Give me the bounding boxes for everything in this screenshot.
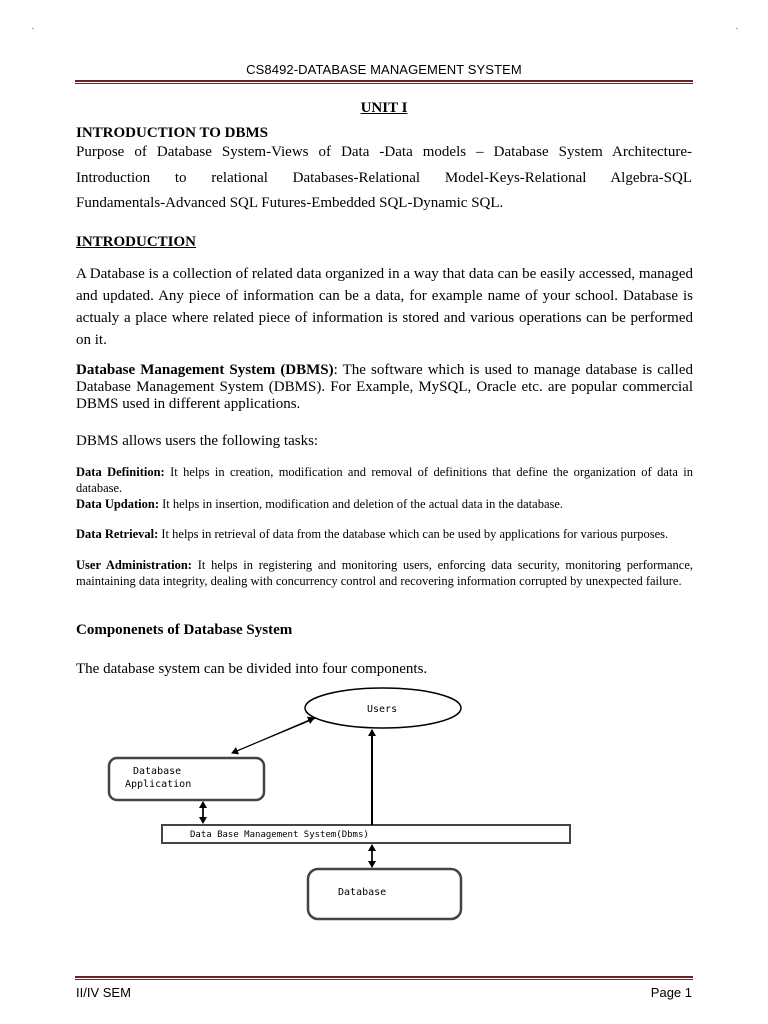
unit-title: UNIT I [360, 100, 408, 116]
footer-page-number: Page 1 [650, 985, 692, 1000]
task-term: Data Retrieval: [76, 527, 159, 541]
task-term: Data Definition: [76, 465, 165, 479]
dbms-term: Database Management System (DBMS) [76, 362, 334, 378]
introduction-heading: INTRODUCTION [76, 234, 197, 250]
dbms-text: : The software which is used to manage database is called Database Management System (DBMS). For Example, MySQL, Oracle etc. are popular commercial DBMS used in different applications. [76, 362, 694, 412]
corner-mark-left: . [32, 22, 34, 31]
task-term: User Administration: [76, 558, 192, 572]
components-heading: Componenets of Database System [76, 622, 293, 638]
task-text: It helps in registering and monitoring users, enforcing data security, monitoring performance, maintaining data integrity, dealing with concurrency control and recovering information corrupted by unexpected failure. [76, 558, 694, 588]
arrow-users-to-app [232, 718, 316, 753]
running-header: CS8492-DATABASE MANAGEMENT SYSTEM [246, 62, 522, 77]
tasks-intro: DBMS allows users the following tasks: [76, 433, 319, 449]
components-intro: The database system can be divided into four components. [76, 661, 428, 677]
footer-rule-thin [75, 979, 693, 980]
footer-semester: II/IV SEM [76, 985, 131, 1000]
application-label-line1: Database [133, 766, 182, 777]
task-text: It helps in creation, modification and removal of definitions that define the organization of data in database. [76, 465, 694, 495]
syllabus-line: Purpose of Database System-Views of Data -Data models – Database System Architecture- [76, 144, 692, 160]
footer-rule [75, 976, 693, 978]
application-label-line2: Application [125, 779, 192, 790]
task-text: It helps in insertion, modification and deletion of the actual data in the database. [159, 497, 564, 511]
database-label: Database [338, 887, 387, 898]
unit-heading: INTRODUCTION TO DBMS [76, 125, 268, 141]
introduction-paragraph: A Database is a collection of related data organized in a way that data can be easily accessed, managed and updated. Any piece of information can be a data, for example name of your school. Database is actualy a place where related piece of information is stored and various operations can be performed on it. [76, 266, 693, 348]
users-label: Users [367, 704, 398, 715]
syllabus-line: Introduction to relational Databases-Relational Model-Keys-Relational Algebra-SQL [76, 169, 692, 186]
dbms-label: Data Base Management System(Dbms) [190, 830, 369, 840]
task-term: Data Updation: [76, 497, 159, 511]
corner-mark-right: . [736, 22, 738, 31]
syllabus-line: Fundamentals-Advanced SQL Futures-Embedded SQL-Dynamic SQL. [76, 195, 504, 211]
task-text: It helps in retrieval of data from the database which can be used by applications for various purposes. [158, 527, 669, 541]
